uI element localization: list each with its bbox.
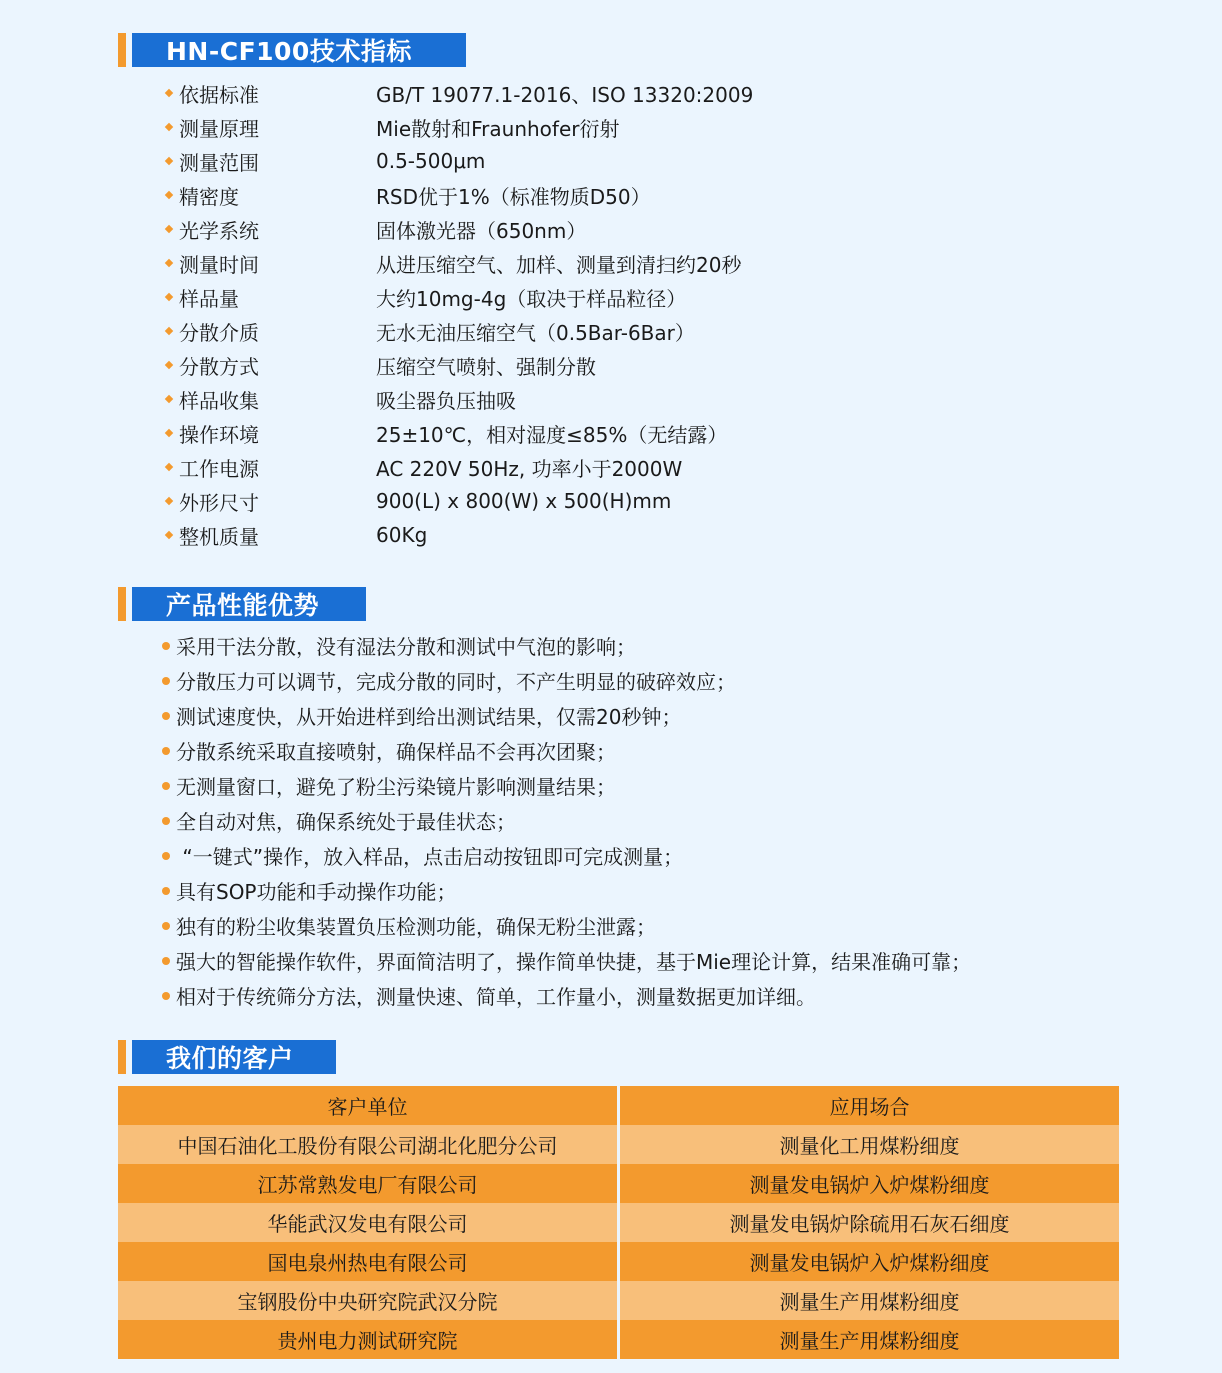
column-header-application: 应用场合	[619, 1086, 1120, 1125]
advantage-text: 采用干法分散，没有湿法分散和测试中气泡的影响；	[176, 635, 636, 659]
spec-label: 外形尺寸	[179, 490, 259, 515]
diamond-bullet-icon	[165, 225, 173, 233]
application-cell: 测量发电锅炉除硫用石灰石细度	[619, 1203, 1120, 1242]
advantage-item	[162, 663, 971, 698]
spec-value: 从进压缩空气、加样、测量到清扫约20秒	[376, 252, 742, 277]
spec-label: 样品收集	[179, 388, 259, 413]
advantage-text: 无测量窗口，避免了粉尘污染镜片影响测量结果；	[176, 775, 616, 799]
customers-table	[118, 1086, 1119, 1359]
spec-label: 整机质量	[179, 524, 259, 549]
customer-cell: 贵州电力测试研究院	[118, 1320, 619, 1359]
diamond-bullet-icon	[165, 395, 173, 403]
dot-bullet-icon	[162, 852, 170, 860]
application-cell: 测量发电锅炉入炉煤粉细度	[619, 1164, 1120, 1203]
spec-label: 测量时间	[179, 252, 259, 277]
spec-row	[164, 382, 753, 416]
spec-label: 操作环境	[179, 422, 259, 447]
spec-row	[164, 348, 753, 382]
advantage-text: 分散压力可以调节，完成分散的同时，不产生明显的破碎效应；	[176, 670, 736, 694]
spec-label: 分散介质	[179, 320, 259, 345]
dot-bullet-icon	[162, 957, 170, 965]
spec-row	[164, 416, 753, 450]
section-accent-bar	[118, 33, 126, 67]
advantages-section-header	[118, 587, 366, 621]
spec-value: 900(L) x 800(W) x 500(H)mm	[376, 489, 672, 513]
application-cell: 测量发电锅炉入炉煤粉细度	[619, 1242, 1120, 1281]
spec-label: 工作电源	[179, 456, 259, 481]
advantage-item	[162, 628, 971, 663]
diamond-bullet-icon	[165, 191, 173, 199]
advantage-item	[162, 838, 971, 873]
spec-label: 分散方式	[179, 354, 259, 379]
spec-label: 样品量	[179, 286, 239, 311]
advantage-item	[162, 768, 971, 803]
diamond-bullet-icon	[165, 157, 173, 165]
spec-value: 压缩空气喷射、强制分散	[376, 354, 596, 379]
column-header-customer: 客户单位	[118, 1086, 619, 1125]
advantage-item	[162, 908, 971, 943]
table-row	[118, 1164, 1119, 1203]
spec-row	[164, 314, 753, 348]
dot-bullet-icon	[162, 712, 170, 720]
spec-value: 固体激光器（650nm）	[376, 218, 587, 243]
spec-value: 大约10mg-4g（取决于样品粒径）	[376, 286, 687, 311]
customers-section-title: 我们的客户	[132, 1040, 336, 1074]
spec-row	[164, 484, 753, 518]
dot-bullet-icon	[162, 922, 170, 930]
advantage-item	[162, 978, 971, 1013]
diamond-bullet-icon	[165, 429, 173, 437]
dot-bullet-icon	[162, 747, 170, 755]
advantage-item	[162, 698, 971, 733]
spec-row	[164, 212, 753, 246]
dot-bullet-icon	[162, 817, 170, 825]
advantage-text: 相对于传统筛分方法，测量快速、简单，工作量小，测量数据更加详细。	[176, 985, 816, 1009]
spec-label: 光学系统	[179, 218, 259, 243]
diamond-bullet-icon	[165, 497, 173, 505]
section-accent-bar	[118, 587, 126, 621]
spec-row	[164, 280, 753, 314]
spec-list	[164, 76, 753, 552]
spec-row	[164, 518, 753, 552]
application-cell: 测量生产用煤粉细度	[619, 1281, 1120, 1320]
table-row	[118, 1203, 1119, 1242]
advantage-text: “一键式”操作，放入样品，点击启动按钮即可完成测量；	[176, 845, 684, 869]
spec-value: AC 220V 50Hz, 功率小于2000W	[376, 456, 683, 481]
table-header-row	[118, 1086, 1119, 1125]
spec-label: 测量范围	[179, 150, 259, 175]
table-row	[118, 1242, 1119, 1281]
spec-row	[164, 246, 753, 280]
advantages-section-title: 产品性能优势	[132, 587, 366, 621]
diamond-bullet-icon	[165, 463, 173, 471]
spec-value: Mie散射和Fraunhofer衍射	[376, 116, 620, 141]
customer-cell: 江苏常熟发电厂有限公司	[118, 1164, 619, 1203]
spec-value: 吸尘器负压抽吸	[376, 388, 516, 413]
spec-value: GB/T 19077.1-2016、ISO 13320:2009	[376, 82, 754, 107]
spec-value: 0.5-500μm	[376, 149, 486, 173]
customer-cell: 宝钢股份中央研究院武汉分院	[118, 1281, 619, 1320]
customer-cell: 国电泉州热电有限公司	[118, 1242, 619, 1281]
application-cell: 测量化工用煤粉细度	[619, 1125, 1120, 1164]
spec-label: 精密度	[179, 184, 239, 209]
spec-value: 25±10℃，相对湿度≤85%（无结露）	[376, 422, 728, 447]
dot-bullet-icon	[162, 642, 170, 650]
section-accent-bar	[118, 1040, 126, 1074]
diamond-bullet-icon	[165, 123, 173, 131]
advantage-text: 分散系统采取直接喷射，确保样品不会再次团聚；	[176, 740, 616, 764]
customers-section-header	[118, 1040, 336, 1074]
advantage-item	[162, 733, 971, 768]
advantage-item	[162, 873, 971, 908]
spec-row	[164, 110, 753, 144]
dot-bullet-icon	[162, 782, 170, 790]
spec-row	[164, 178, 753, 212]
advantage-text: 强大的智能操作软件，界面简洁明了，操作简单快捷，基于Mie理论计算，结果准确可靠；	[176, 950, 972, 974]
spec-value: 60Kg	[376, 523, 428, 547]
advantage-text: 测试速度快，从开始进样到给出测试结果，仅需20秒钟；	[176, 705, 682, 729]
dot-bullet-icon	[162, 992, 170, 1000]
spec-value: RSD优于1%（标准物质D50）	[376, 184, 651, 209]
specs-section-title: HN-CF100技术指标	[132, 33, 466, 67]
diamond-bullet-icon	[165, 531, 173, 539]
advantage-text: 具有SOP功能和手动操作功能；	[176, 880, 457, 904]
advantage-text: 全自动对焦，确保系统处于最佳状态；	[176, 810, 516, 834]
advantage-text: 独有的粉尘收集装置负压检测功能，确保无粉尘泄露；	[176, 915, 656, 939]
advantage-item	[162, 803, 971, 838]
spec-label: 依据标准	[179, 82, 259, 107]
dot-bullet-icon	[162, 677, 170, 685]
diamond-bullet-icon	[165, 89, 173, 97]
spec-row	[164, 450, 753, 484]
dot-bullet-icon	[162, 887, 170, 895]
table-row	[118, 1125, 1119, 1164]
customer-cell: 中国石油化工股份有限公司湖北化肥分公司	[118, 1125, 619, 1164]
application-cell: 测量生产用煤粉细度	[619, 1320, 1120, 1359]
customer-cell: 华能武汉发电有限公司	[118, 1203, 619, 1242]
table-row	[118, 1281, 1119, 1320]
spec-row	[164, 144, 753, 178]
specs-section-header	[118, 33, 466, 67]
advantage-item	[162, 943, 971, 978]
diamond-bullet-icon	[165, 293, 173, 301]
spec-row	[164, 76, 753, 110]
spec-value: 无水无油压缩空气（0.5Bar-6Bar）	[376, 320, 695, 345]
spec-label: 测量原理	[179, 116, 259, 141]
diamond-bullet-icon	[165, 259, 173, 267]
diamond-bullet-icon	[165, 327, 173, 335]
table-row	[118, 1320, 1119, 1359]
advantages-list	[162, 628, 971, 1013]
diamond-bullet-icon	[165, 361, 173, 369]
